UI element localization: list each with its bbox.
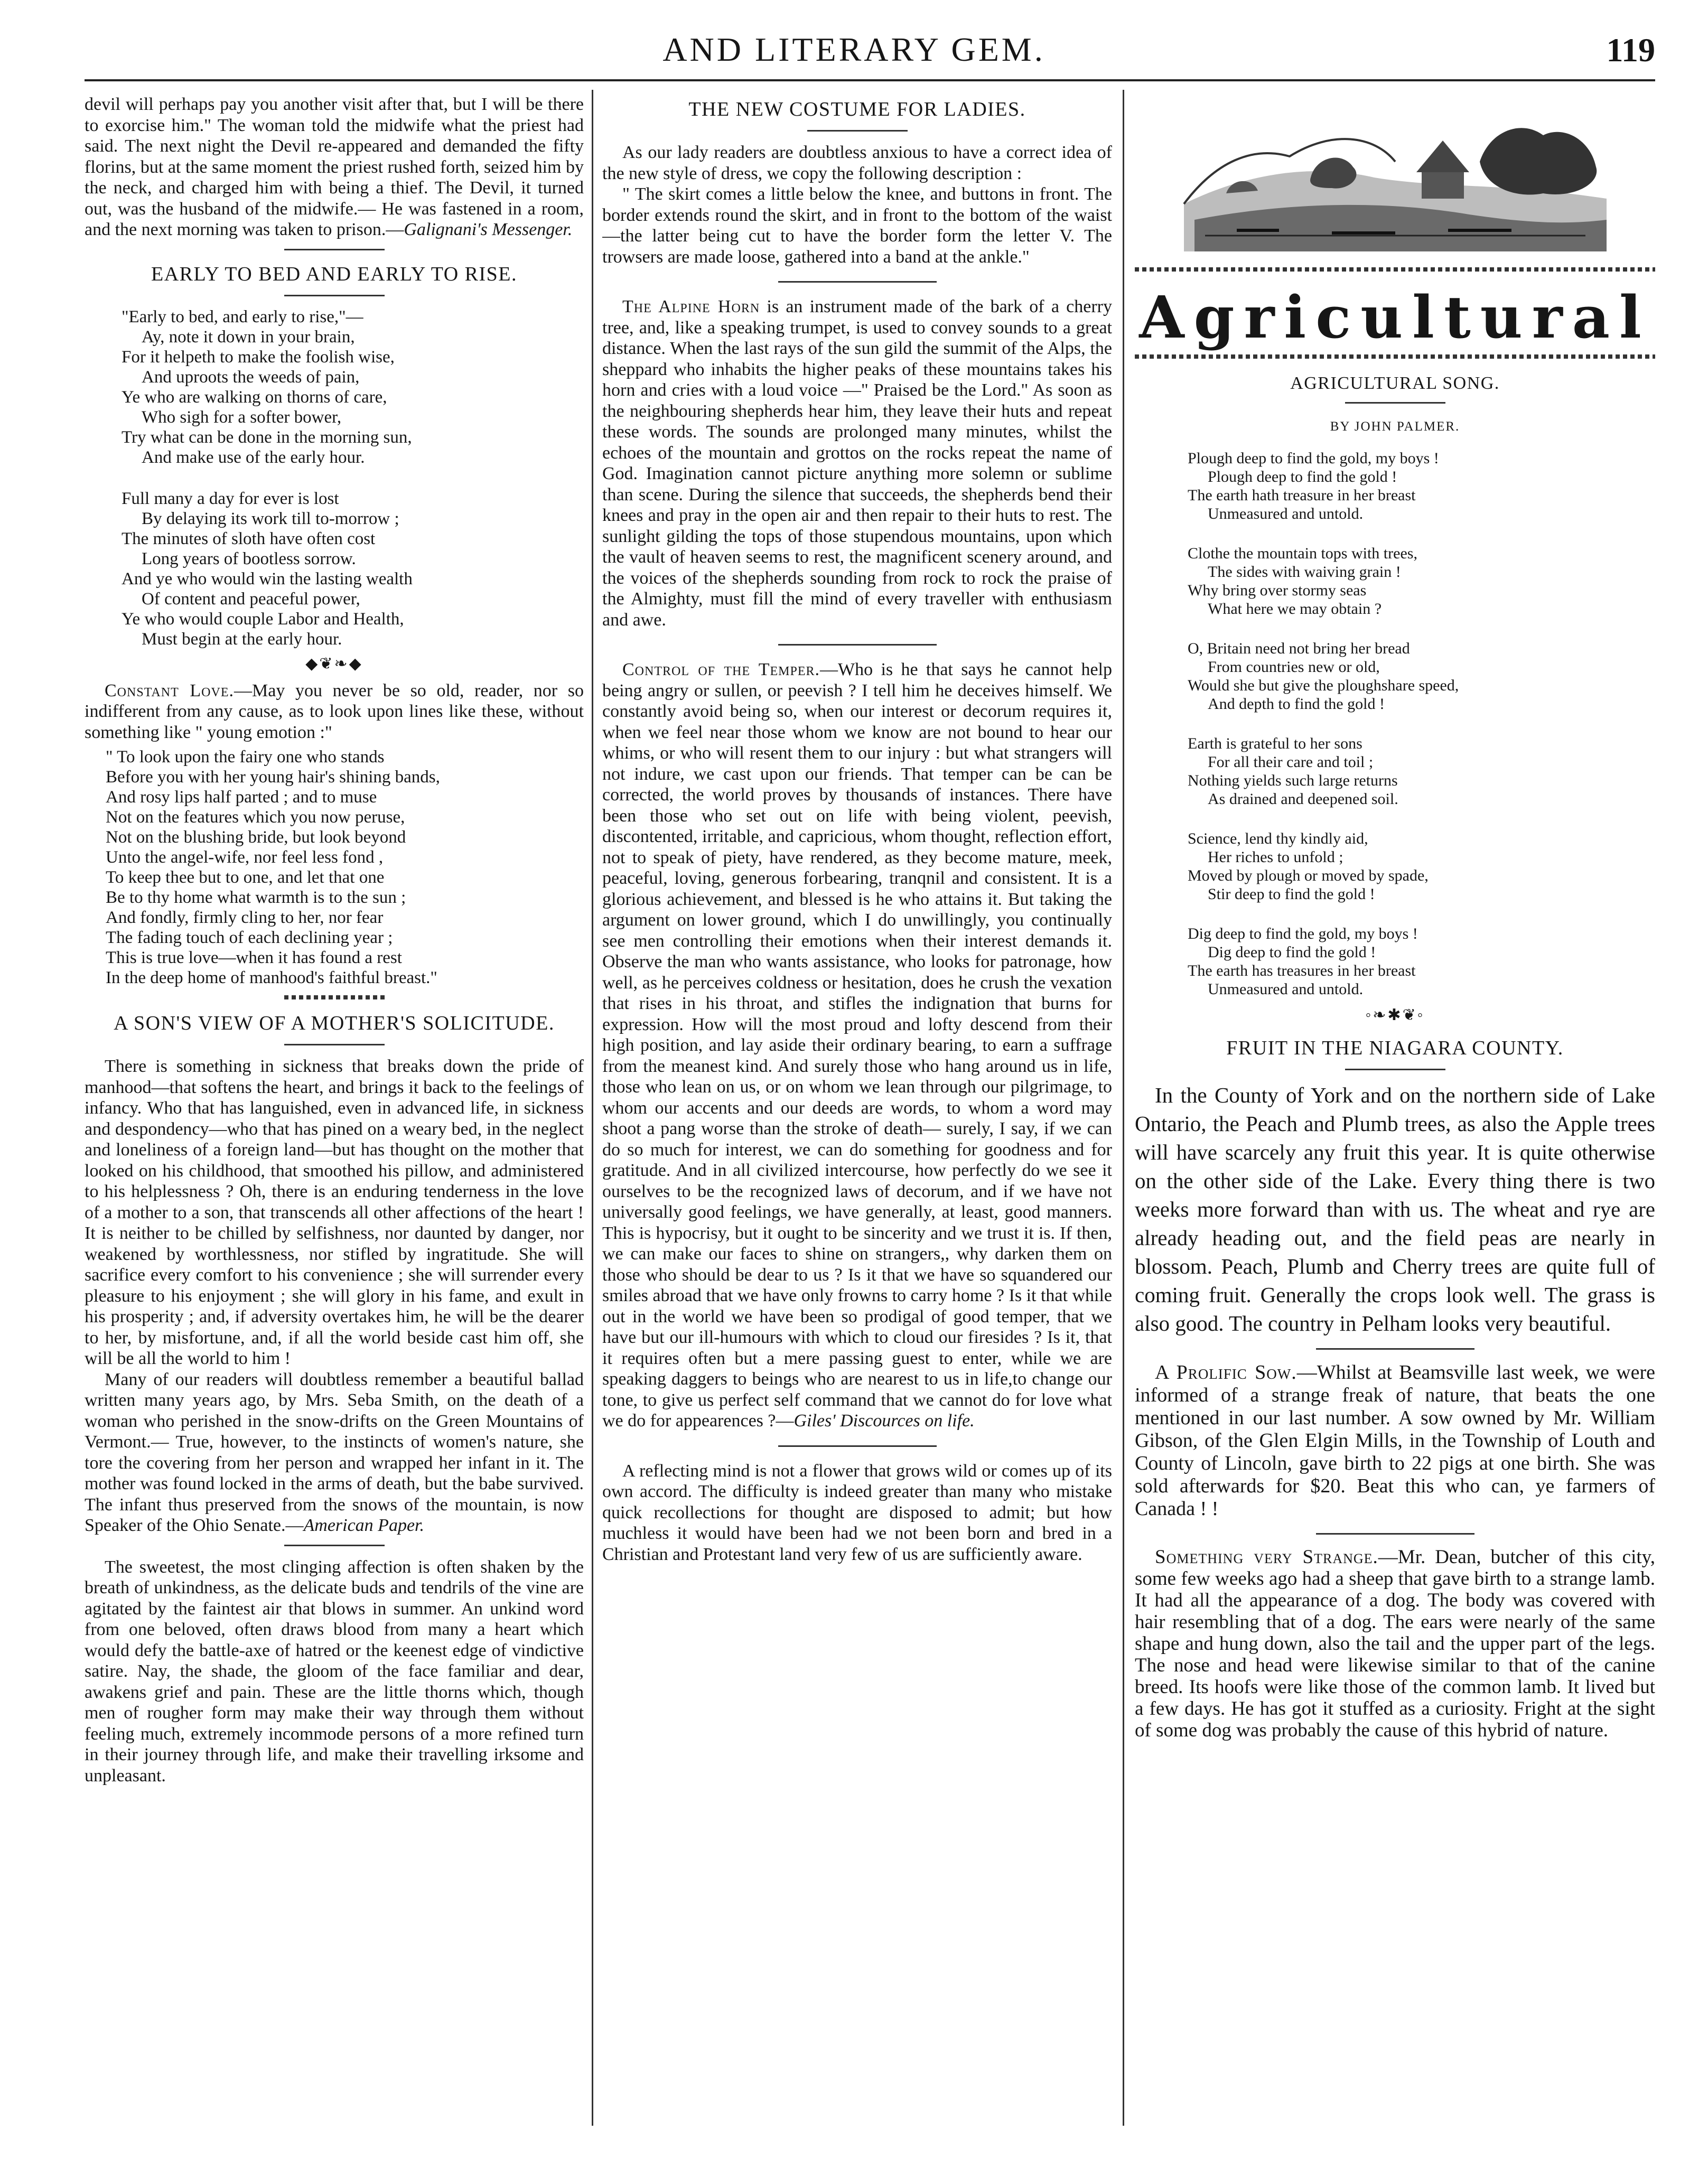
poem-line: And uproots the weeds of pain, bbox=[142, 367, 360, 387]
poem-stanza bbox=[1188, 449, 1655, 523]
poem-line: For it helpeth to make the foolish wise, bbox=[122, 347, 395, 367]
poem-line: Dig deep to find the gold ! bbox=[1208, 943, 1376, 961]
poem-line: Not on the features which you now peruse, bbox=[106, 808, 405, 827]
column-1 bbox=[85, 94, 584, 2126]
prolific-sow-paragraph: A Prolific Sow.—Whilst at Beamsville last week, we were informed of a strange freak of nature, that beats the one mentioned in our last number. A sow owned by Mr. William Gibson, of the Glen Elgin Mills, in the Township of Louth and County of Lincoln, gave birth to 22 pigs at one birth. She was sold afterwards for $20. Beat this who can, ye farmers of Canada ! ! bbox=[1135, 1361, 1655, 1520]
early-to-bed-title: EARLY TO BED AND EARLY TO RISE. bbox=[151, 263, 518, 285]
poem-line: Plough deep to find the gold ! bbox=[1208, 468, 1397, 485]
poem-line: For all their care and toil ; bbox=[1208, 753, 1374, 771]
agricultural-section-title: Agricultural bbox=[1139, 283, 1651, 351]
divider bbox=[1345, 402, 1445, 404]
running-title: AND LITERARY GEM. bbox=[662, 31, 1046, 68]
poem-line: Plough deep to find the gold, my boys ! bbox=[1188, 450, 1439, 467]
poem-line: The minutes of sloth have often cost bbox=[122, 529, 376, 548]
poem-stanza bbox=[122, 307, 584, 468]
poem-stanza bbox=[1188, 829, 1655, 903]
early-to-bed-poem bbox=[85, 307, 584, 649]
poem-line: O, Britain need not bring her bread bbox=[1188, 640, 1410, 657]
devil-story-ending: devil will perhaps pay you another visit after that, but I will be there to exorcise him." The woman told the midwife what the priest had said. The next night the Devil re-appeared and demanded the fifty florins, but at the same moment the priest rushed forth, seized him by the neck, and charged him with being a thief. The Devil, it turned out, was the husband of the midwife.— He was fastened in a room, and the next morning was taken to prison.—Galignani's Messenger. bbox=[85, 95, 584, 239]
new-costume-paragraph-2: " The skirt comes a little below the knee, and buttons in front. The border extends round the skirt, and in front to the bottom of the waist—the latter being cut to have the border form the letter V. The trowsers are made loose, gathered into a band at the ankle." bbox=[602, 184, 1112, 267]
divider bbox=[284, 249, 385, 250]
ornament-divider: ◆❦❧◆ bbox=[305, 655, 363, 672]
wavy-divider bbox=[284, 995, 385, 999]
constant-love-poem bbox=[85, 747, 584, 988]
agricultural-song-title: AGRICULTURAL SONG. bbox=[1290, 373, 1500, 393]
header-rule bbox=[85, 79, 1655, 81]
sons-view-paragraph-2: Many of our readers will doubtless remember a beautiful ballad written many years ago, by Mrs. Seba Smith, on the death of a woman who perished in the snow-drifts on the Green Mountains of Vermont.— True, however, to the instincts of women's nature, she tore the covering from her person and wrapped her infant in it. The mother was found locked in the arms of death, but the babe survived. The infant thus preserved from the snows of the mountain, is now Speaker of the Ohio Senate.—American Paper. bbox=[85, 1369, 584, 1535]
poem-line: This is true love—when it has found a rest bbox=[106, 948, 402, 967]
song-byline: BY JOHN PALMER. bbox=[1330, 419, 1460, 434]
poem-line: From countries new or old, bbox=[1208, 658, 1380, 676]
wavy-divider bbox=[1135, 354, 1655, 359]
column-divider-1 bbox=[592, 90, 593, 2126]
divider bbox=[1345, 1069, 1445, 1070]
poem-line: The sides with waiving grain ! bbox=[1208, 563, 1401, 581]
poem-stanza bbox=[1188, 639, 1655, 713]
reflecting-mind-paragraph: A reflecting mind is not a flower that grows wild or comes up of its own accord. The difficulty is indeed greater than many who mistake quick recollections for thought are disposed to admit; but how muchless it would have been had we not been born and bred in a Christian and Protestant land very few of us are sufficiently aware. bbox=[602, 1461, 1112, 1564]
divider bbox=[778, 1445, 937, 1447]
poem-line: And make use of the early hour. bbox=[142, 447, 365, 467]
poem-line: Of content and peaceful power, bbox=[142, 589, 360, 609]
wavy-divider bbox=[1135, 267, 1655, 272]
poem-line: And rosy lips half parted ; and to muse bbox=[106, 788, 377, 807]
divider bbox=[778, 644, 937, 646]
poem-stanza bbox=[1188, 544, 1655, 618]
poem-line: Ye who would couple Labor and Health, bbox=[122, 609, 404, 629]
new-costume-title: THE NEW COSTUME FOR LADIES. bbox=[688, 98, 1026, 120]
poem-line: Must begin at the early hour. bbox=[142, 629, 342, 649]
poem-line: As drained and deepened soil. bbox=[1208, 790, 1398, 808]
poem-line: Be to thy home what warmth is to the sun ; bbox=[106, 888, 406, 907]
poem-line: Why bring over stormy seas bbox=[1188, 582, 1367, 599]
poem-line: Science, lend thy kindly aid, bbox=[1188, 830, 1368, 847]
sons-view-paragraph-1: There is something in sickness that breaks down the pride of manhood—that softens the heart, and brings it back to the feelings of infancy. Who that has languished, even in advanced life, in sickness and despondency—who that has pined on a weary bed, in the neglect and loneliness of a foreign land—but has thought on the mother that looked on his childhood, that smoothed his pillow, and administered to his helplessness ? Oh, there is an enduring tenderness in the love of a mother to a son, that transcends all other affections of the heart ! It is neither to be chilled by selfishness, nor daunted by danger, nor weakened by worthlessness, nor stifled by ingratitude. She will sacrifice every comfort to his convenience ; she will surrender every pleasure to his enjoyment ; she will glory in his fame, and exult in his prosperity ; and, if adversity overtakes him, he will be the dearer to her, by misfortune, and, if all the world beside cast him off, she will be all the world to him ! bbox=[85, 1057, 584, 1368]
poem-line: And ye who would win the lasting wealth bbox=[122, 569, 413, 588]
divider bbox=[284, 295, 385, 296]
divider bbox=[284, 1044, 385, 1045]
poem-line: The fading touch of each declining year ; bbox=[106, 928, 393, 947]
poem-line: Moved by plough or moved by spade, bbox=[1188, 867, 1429, 884]
poem-line: In the deep home of manhood's faithful breast." bbox=[106, 968, 437, 987]
poem-line: Would she but give the ploughshare speed, bbox=[1188, 677, 1459, 694]
poem-line: Long years of bootless sorrow. bbox=[142, 549, 356, 568]
poem-line: Nothing yields such large returns bbox=[1188, 772, 1398, 789]
poem-line: What here we may obtain ? bbox=[1208, 600, 1382, 618]
poem-line: And fondly, firmly cling to her, nor fear bbox=[106, 908, 384, 927]
column-3 bbox=[1135, 94, 1655, 2126]
agricultural-song bbox=[1135, 449, 1655, 998]
new-costume-paragraph-1: As our lady readers are doubtless anxious to have a correct idea of the new style of dress, we copy the following description : bbox=[602, 143, 1112, 183]
sons-view-title: A SON'S VIEW OF A MOTHER'S SOLICITUDE. bbox=[114, 1012, 555, 1034]
poem-line: The earth has treasures in her breast bbox=[1188, 962, 1416, 979]
poem-line: Full many a day for ever is lost bbox=[122, 489, 339, 508]
something-very-strange-paragraph: Something very Strange.—Mr. Dean, butcher of this city, some few weeks ago had a sheep that gave birth to a strange lamb. It had all the appearance of a dog. The body was covered with hair resembling that of a dog. The ears were nearly of the same shape and hung down, also the tail and the upper part of the legs. The nose and head were likewise similar to that of the canine breed. Its hoofs were like those of the common lamb. It lived but a few days. He has got it stuffed as a curiosity. Fright at the sight of some dog was probably the cause of this hybrid of nature. bbox=[1135, 1546, 1655, 1741]
farm-landscape-illustration bbox=[1173, 98, 1617, 251]
divider bbox=[807, 130, 908, 132]
control-of-temper-paragraph: Control of the Temper.—Who is he that says he cannot help being angry or sullen, or peevish ? I tell him he deceives himself. We constantly avoid being so, when our interest or decorum requires it, when we feel near those whom we know are not bound to hear our whims, or who will resent them to our injury : but what strangers will not indure, we cast upon our friends. That temper can be can be corrected, the world proves by thousands of instances. There have been those who set out on life with being violent, peevish, discontented, irritable, and capricious, whom thought, reflection effort, not to speak of piety, have rendered, as they become mature, meek, peaceful, loving, generous forbearing, tranqnil and consistent. It is a glorious achievement, and blessed is he who attains it. But taking the argument on lower ground, which I do unwillingly, you continually see men controlling their emotions when their interest demands it. Observe the man who wants assistance, who looks for patronage, how well, as he perceives coldness or hesitation, does he crush the vexation that rises in his throat, and stifles the indignation that burns for expression. How will the most proud and lofty descend from their high position, and lay aside their ordinary bearing, to earn a suffrage from the meanest kind. And surely those who hang around us in life, those who lean on us, or on whom we lean through our pilgrimage, to whom our accents and our deeds are words, to whom a word may shoot a pang worse than the stroke of death— surely, I say, if we can do so much for interest, we can do something for goodness and for gratitude. And in all civilized intercourse, how perfectly do we see it ourselves to be the recognized laws of decorum, and if we have not universally good feelings, we have generally, at least, good manners. This is hypocrisy, but it ought to be sincerity and we trust it is. If then, we can make our faces to shine on strangers,, why darken them on those who should be dear to us ? Is it that we have so squandered our smiles abroad that we have only frowns to carry home ? Is it that while out in the world we have been so prodigal of good temper, that we have but our ill-humours with which to cloud our firesides ? Is it, that it requires often but a mere passing guest to enter, while we are speaking daggers to beings who are nearest to us in life,to change our tone, to give us perfect self command that we cannot do for love what we do for appearences ?—Giles' Discources on life. bbox=[602, 660, 1112, 1431]
poem-line: Ay, note it down in your brain, bbox=[142, 327, 355, 347]
divider bbox=[1316, 1533, 1474, 1535]
poem-line: Earth is grateful to her sons bbox=[1188, 735, 1362, 752]
poem-line: Unto the angel-wife, nor feel less fond , bbox=[106, 848, 384, 867]
poem-line: Clothe the mountain tops with trees, bbox=[1188, 545, 1417, 562]
poem-line: Not on the blushing bride, but look beyond bbox=[106, 828, 406, 847]
alpine-horn-paragraph: The Alpine Horn is an instrument made of the bark of a cherry tree, and, like a speaking trumpet, is used to convey sounds to a great distance. When the last rays of the sun gild the summit of the Alps, the sheppard who inhabits the higher peaks of these mountains takes his horn and cries with a loud voice —" Praised be the Lord." As soon as the neighbouring shepherds hear him, they leave their huts and repeat these words. The sounds are prolonged many minutes, whilst the echoes of the mountain and grottos on the rocks repeat the name of God. Imagination cannot picture anything more solemn or sublime than scene. During the silence that succeeds, the shepherds bend their knees and pray in the open air and then repair to their huts to rest. The sunlight gilding the tops of those stupendous mountains, upon which the vault of heaven seems to rest, the magnificent scenery around, and the voices of the shepherds sounding from rock to rock the praise of the Almighty, must fill the mind of every traveller with enthusiasm and awe. bbox=[602, 297, 1112, 630]
poem-line: " To look upon the fairy one who stands bbox=[106, 747, 385, 767]
poem-line: Ye who are walking on thorns of care, bbox=[122, 387, 387, 407]
poem-line: Who sigh for a softer bower, bbox=[142, 407, 342, 427]
poem-line: "Early to bed, and early to rise,"— bbox=[122, 307, 363, 326]
poem-line: The earth hath treasure in her breast bbox=[1188, 487, 1416, 504]
poem-line: Dig deep to find the gold, my boys ! bbox=[1188, 925, 1418, 942]
divider bbox=[284, 1545, 385, 1546]
niagara-fruit-title: FRUIT IN THE NIAGARA COUNTY. bbox=[1226, 1037, 1564, 1059]
poem-line: Stir deep to find the gold ! bbox=[1208, 885, 1375, 903]
poem-line: Before you with her young hair's shining bands, bbox=[106, 768, 440, 787]
sweetest-affection-paragraph: The sweetest, the most clinging affection is often shaken by the breath of unkindness, as the delicate buds and tendrils of the vine are agitated by the faintest air that blows in summer. An unkind word from one beloved, often draws blood from many a heart which would defy the battle-axe of hatred or the keenest edge of vindictive satire. Nay, the shade, the gloom of the face familiar and dear, awakens grief and pain. These are the little thorns which, though men of rougher form may make their way through them without feeling much, extremely incommode persons of a more refined turn in their journey through life, and make their travelling irksome and unpleasant. bbox=[85, 1557, 584, 1786]
poem-stanza bbox=[122, 489, 584, 649]
poem-stanza bbox=[1188, 734, 1655, 808]
poem-line: Her riches to unfold ; bbox=[1208, 848, 1343, 866]
page-number: 119 bbox=[1606, 31, 1655, 69]
poem-line: Unmeasured and untold. bbox=[1208, 980, 1364, 998]
divider bbox=[778, 281, 937, 283]
niagara-fruit-paragraph: In the County of York and on the northern side of Lake Ontario, the Peach and Plumb trees, as also the Apple trees will have scarcely any fruit this year. It is quite otherwise on the other side of the Lake. Every thing there is two weeks more forward than with us. The wheat and rye are already heading out, and the field peas are nearly in blossom. Peach, Plumb and Cherry trees are quite full of coming fruit. Generally the crops look well. The grass is also good. The country in Pelham looks very beautiful. bbox=[1135, 1083, 1655, 1335]
poem-line: And depth to find the gold ! bbox=[1208, 695, 1385, 713]
ornament-divider: ◦❧✱❦◦ bbox=[1365, 1006, 1425, 1024]
poem-stanza bbox=[1188, 924, 1655, 998]
constant-love-paragraph: Constant Love.—May you never be so old, reader, nor so indifferent from any cause, as to look upon lines like these, without something like " young emotion :" bbox=[85, 680, 584, 742]
poem-line: Unmeasured and untold. bbox=[1208, 505, 1364, 522]
column-2 bbox=[602, 94, 1112, 2126]
divider bbox=[1316, 1348, 1474, 1350]
poem-line: To keep thee but to one, and let that one bbox=[106, 868, 385, 887]
poem-line: Try what can be done in the morning sun, bbox=[122, 427, 412, 447]
poem-line: By delaying its work till to-morrow ; bbox=[142, 509, 399, 528]
column-divider-2 bbox=[1123, 90, 1124, 2126]
